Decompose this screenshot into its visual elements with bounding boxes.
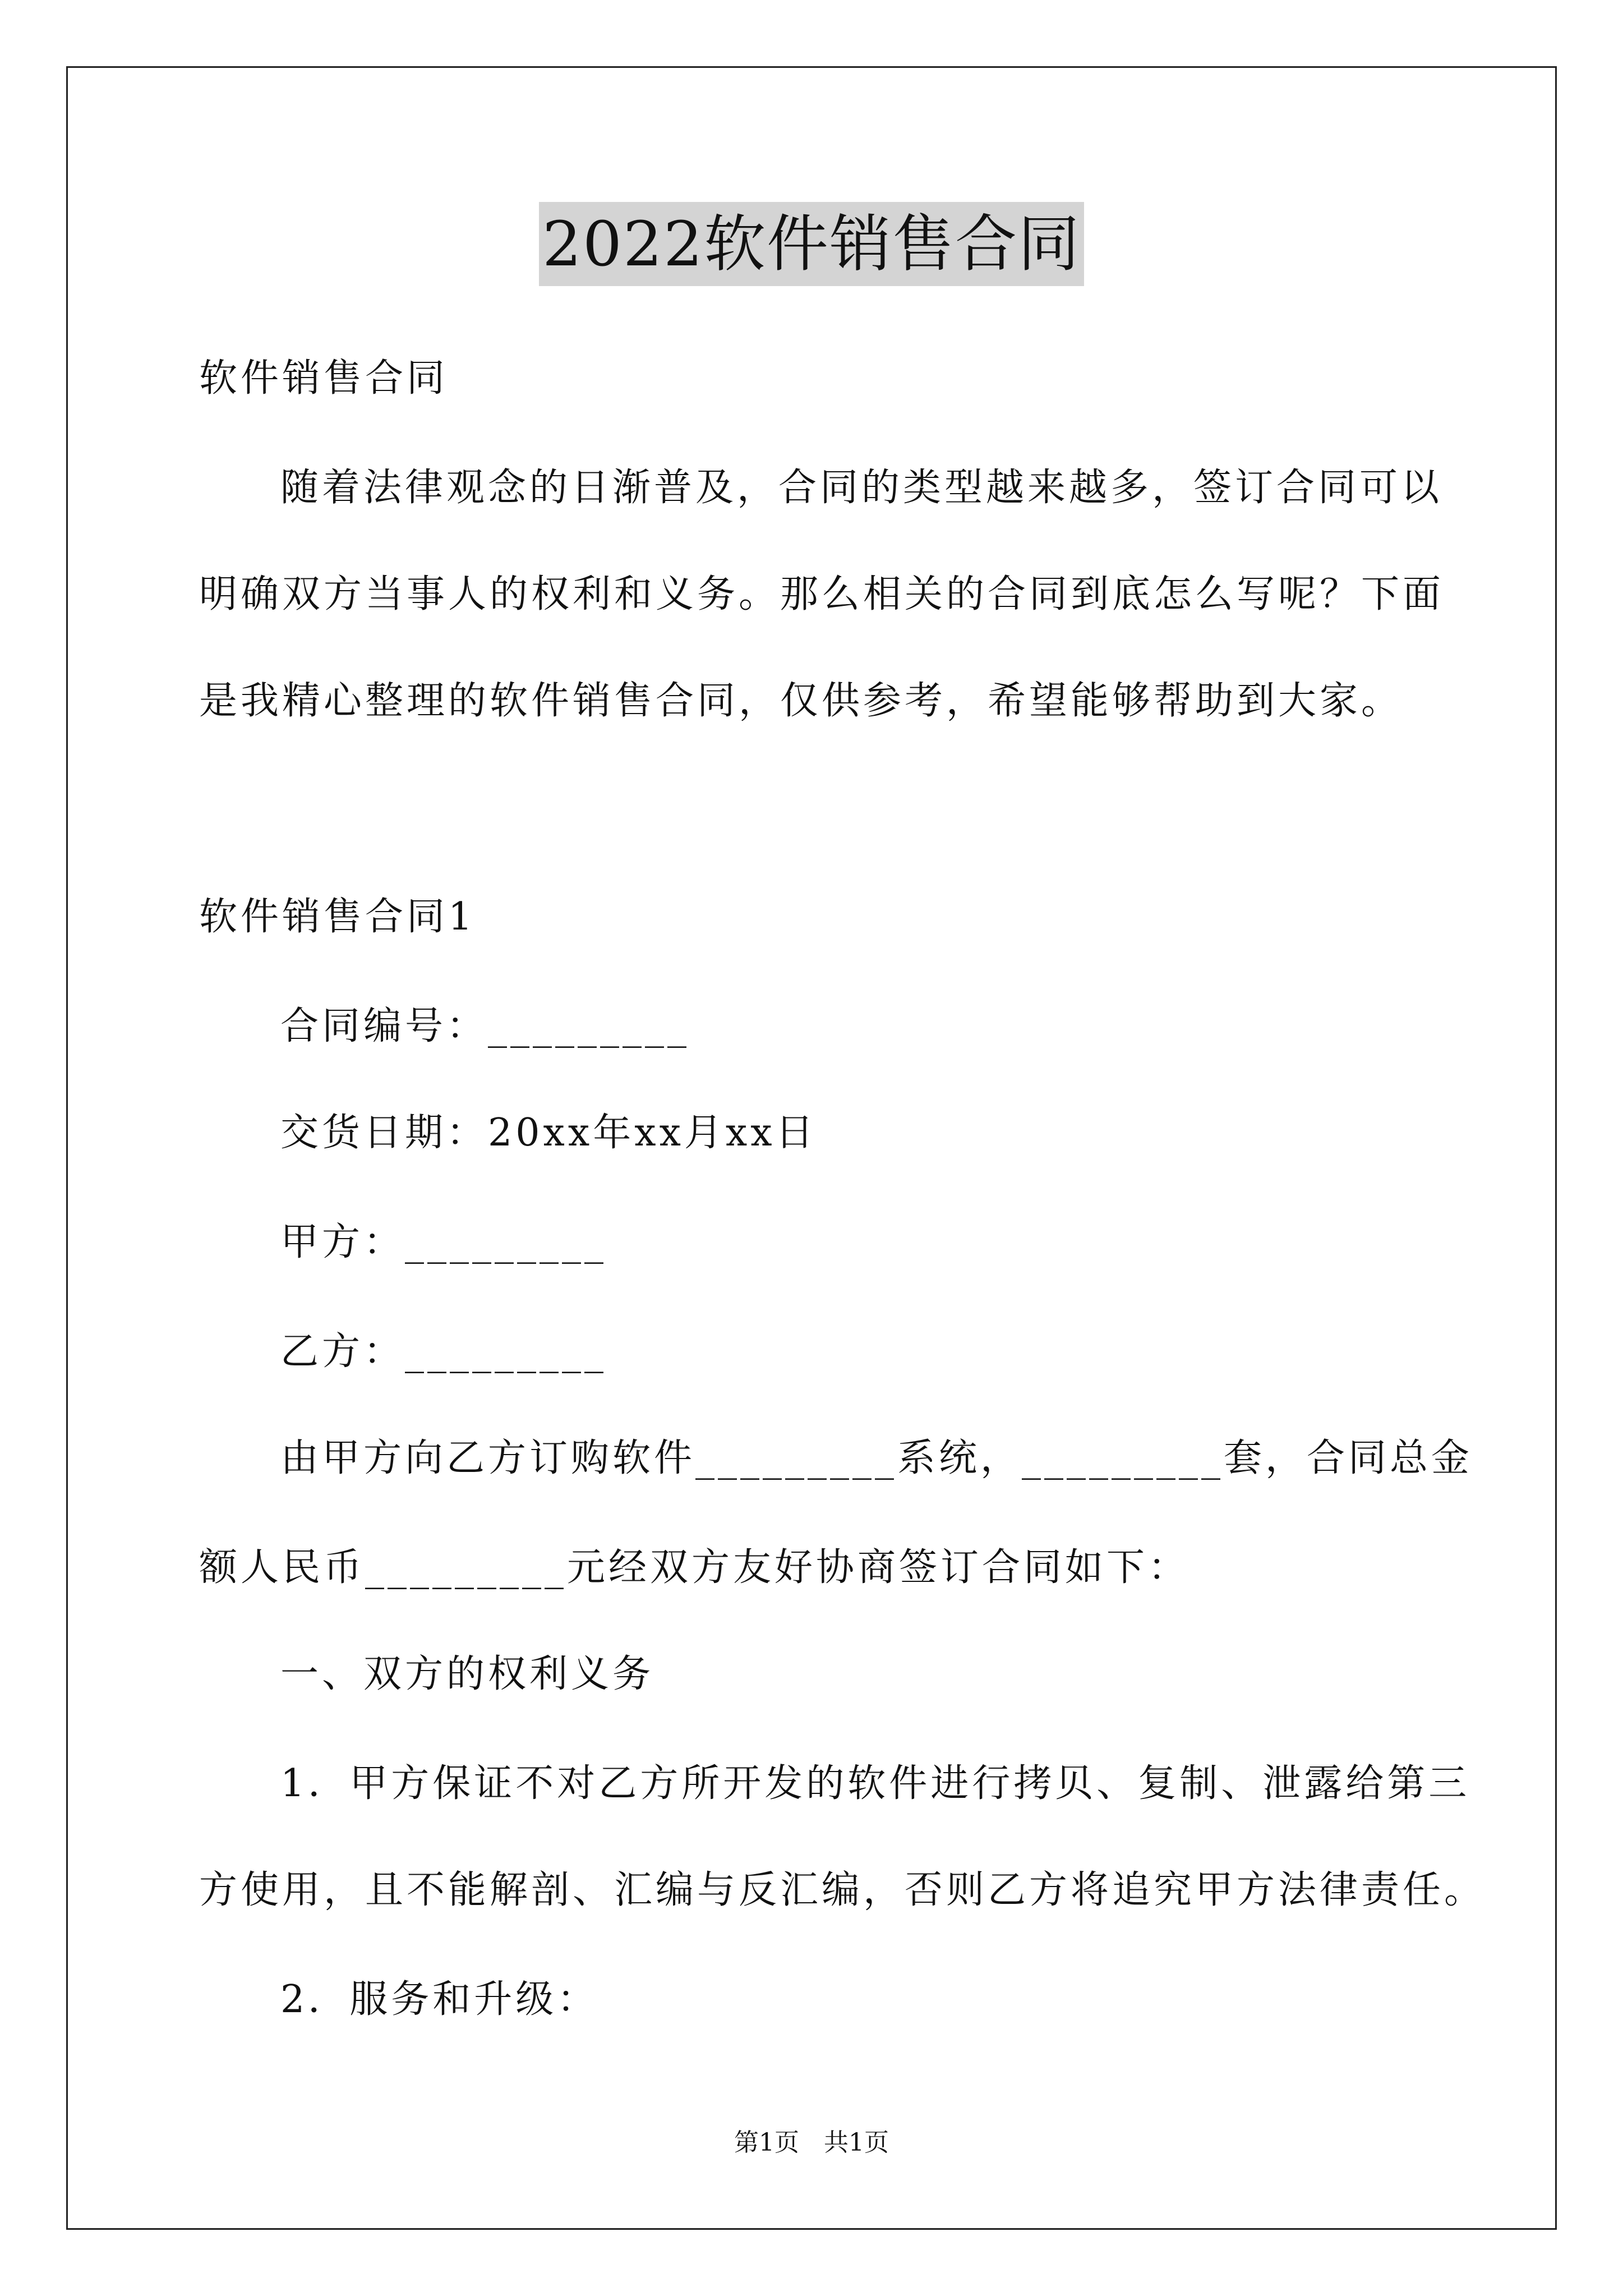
contract-number-line: 合同编号：_________ [280,1004,690,1048]
paragraph-line: 随着法律观念的日渐普及，合同的类型越来越多，签订合同可以 [280,466,1443,510]
delivery-date-line: 交货日期：20xx年xx月xx日 [280,1111,817,1155]
clause-item: 2．服务和升级： [280,1977,599,2022]
paragraph-line: 方使用，且不能解剖、汇编与反汇编，否则乙方将追究甲方法律责任。 [199,1868,1486,1912]
paragraph-line: 明确双方当事人的权利和义务。那么相关的合同到底怎么写呢？下面 [199,572,1445,616]
document-title: 2022软件销售合同 [539,202,1084,286]
paragraph-line: 是我精心整理的软件销售合同，仅供参考，希望能够帮助到大家。 [199,679,1403,723]
paragraph-line: 1．甲方保证不对乙方所开发的软件进行拷贝、复制、泄露给第三 [280,1761,1470,1806]
party-a-line: 甲方：_________ [280,1220,607,1264]
title-container [0,202,1623,286]
section-heading: 软件销售合同1 [199,895,476,939]
paragraph-line: 由甲方向乙方订购软件_________系统，_________套，合同总金 [280,1436,1473,1480]
clause-heading: 一、双方的权利义务 [280,1652,654,1696]
party-b-line: 乙方：_________ [280,1329,607,1374]
page-footer: 第1页 共1页 [734,2128,889,2157]
paragraph-line: 额人民币_________元经双方友好协商签订合同如下： [199,1545,1190,1590]
section-heading: 软件销售合同 [199,356,449,401]
